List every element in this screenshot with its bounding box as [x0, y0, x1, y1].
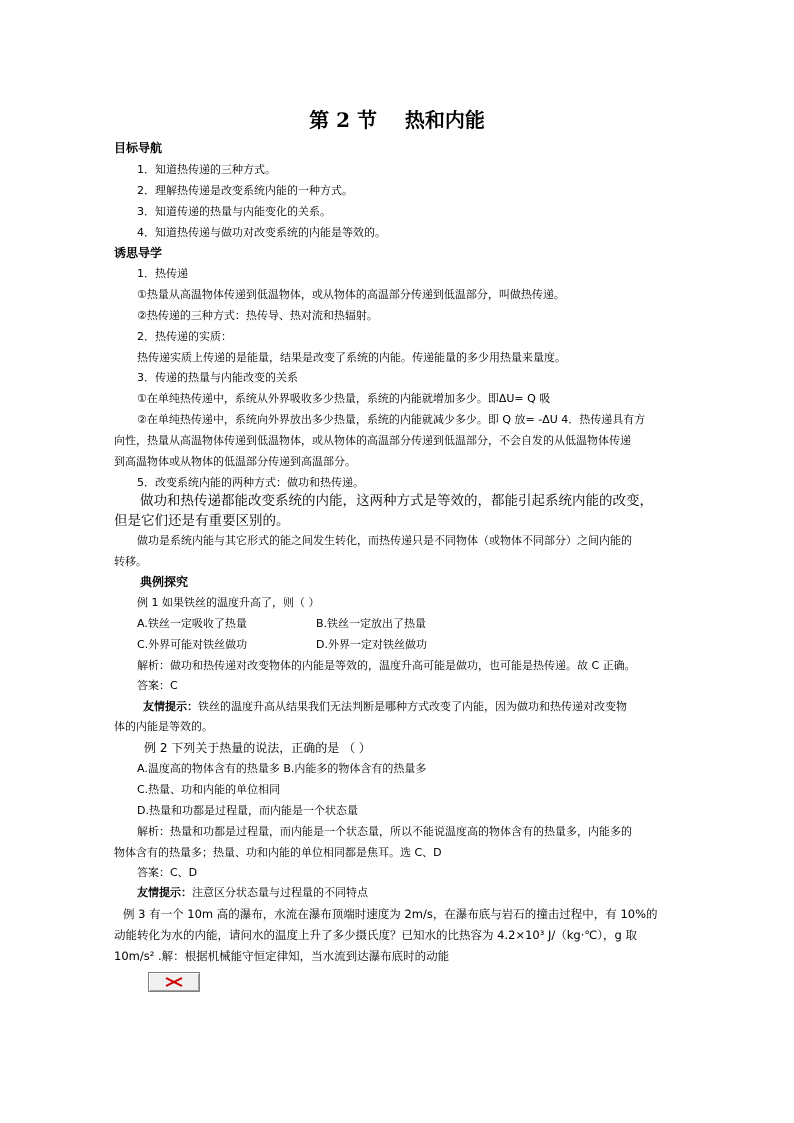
ex3-line: 例 3 有一个 10m 高的瀑布，水流在瀑布顶端时速度为 2m/s，在瀑布底与岩石的撞击过程中，有 10%的: [123, 907, 658, 921]
ex1-question: 例 1 如果铁丝的温度升高了，则（ ）: [137, 596, 320, 609]
ex1-tip-cont: 体的内能是等效的。: [114, 720, 213, 733]
guide-line: 1．热传递: [137, 267, 188, 280]
guide-line: 5．改变系统内能的两种方式：做功和热传递。: [137, 476, 364, 489]
ex2-tip-label: 友情提示：: [137, 886, 192, 899]
broken-image-placeholder: [148, 972, 200, 992]
guide-line: 向性，热量从高温物体传递到低温物体，或从物体的高温部分传递到低温部分，不会自发的从低温物体传递: [114, 434, 631, 447]
ex1-option-c: C.外界可能对铁丝做功: [137, 638, 248, 651]
guide-line: 3．传递的热量与内能改变的关系: [137, 371, 298, 384]
ex2-option-c: C.热量、功和内能的单位相同: [137, 783, 281, 796]
ex1-tip-text: 铁丝的温度升高从结果我们无法判断是哪种方式改变了内能，因为做功和热传递对改变物: [198, 700, 627, 713]
guide-line: 热传递实质上传递的是能量，结果是改变了系统的内能。传递能量的多少用热量来量度。: [137, 351, 566, 364]
ex1-option-a: A.铁丝一定吸收了热量: [137, 617, 247, 630]
ex2-question: 例 2 下列关于热量的说法，正确的是 （ ）: [144, 741, 371, 755]
page-title: 第 2 节 热和内能: [309, 108, 485, 132]
ex1-tip-label: 友情提示：: [143, 700, 198, 713]
ex2-tip-text: 注意区分状态量与过程量的不同特点: [192, 886, 368, 899]
guide-line: 转移。: [114, 555, 147, 568]
ex3-line: 10m/s² .解：根据机械能守恒定律知，当水流到达瀑布底时的动能: [114, 949, 450, 963]
guide-line: 但是它们还是有重要区别的。: [114, 513, 290, 529]
guide-line: 到高温物体或从物体的低温部分传递到高温部分。: [114, 455, 356, 468]
ex1-option-d: D.外界一定对铁丝做功: [316, 638, 427, 651]
guide-line: ②热传递的三种方式：热传导、热对流和热辐射。: [137, 309, 378, 322]
guide-line: ②在单纯热传递中，系统向外界放出多少热量，系统的内能就减少多少。即 Q 放= -ΔU 4．热传递具有方: [137, 413, 646, 426]
goal-item: 3．知道传递的热量与内能变化的关系。: [137, 205, 331, 218]
guide-line: 做功是系统内能与其它形式的能之间发生转化，而热传递只是不同物体（或物体不同部分）之间内能的: [137, 534, 632, 547]
examples-heading: 典例探究: [140, 575, 189, 589]
ex1-answer: 答案：C: [137, 679, 178, 692]
ex3-line: 动能转化为水的内能，请问水的温度上升了多少摄氏度？已知水的比热容为 4.2×10³ J/（kg·℃），g 取: [114, 928, 637, 942]
ex2-option-d: D.热量和功都是过程量，而内能是一个状态量: [137, 804, 358, 817]
ex1-tip: [143, 699, 627, 715]
goal-item: 1．知道热传递的三种方式。: [137, 163, 276, 176]
ex2-option-ab: A.温度高的物体含有的热量多 B.内能多的物体含有的热量多: [137, 762, 427, 775]
ex2-analysis-cont: 物体含有的热量多；热量、功和内能的单位相同都是焦耳。选 C、D: [114, 846, 442, 859]
broken-image-icon: [165, 977, 183, 987]
ex1-analysis: 解析：做功和热传递对改变物体的内能是等效的，温度升高可能是做功，也可能是热传递。故 C 正确。: [137, 659, 636, 672]
guide-line: ①热量从高温物体传递到低温物体，或从物体的高温部分传递到低温部分，叫做热传递。: [137, 288, 565, 301]
goal-item: 4．知道热传递与做功对改变系统的内能是等效的。: [137, 226, 386, 239]
guide-line: ①在单纯热传递中，系统从外界吸收多少热量，系统的内能就增加多少。即ΔU= Q 吸: [137, 392, 551, 405]
ex2-answer: 答案：C、D: [137, 866, 198, 879]
guide-heading: 诱思导学: [114, 246, 163, 260]
goals-heading: 目标导航: [114, 141, 163, 155]
guide-line: 2．热传递的实质：: [137, 330, 232, 343]
ex2-tip: [137, 885, 368, 901]
ex2-analysis: 解析：热量和功都是过程量，而内能是一个状态量，所以不能说温度高的物体含有的热量多，内能多的: [137, 825, 632, 838]
guide-line: 做功和热传递都能改变系统的内能，这两种方式是等效的，都能引起系统内能的改变，: [140, 493, 653, 509]
goal-item: 2．理解热传递是改变系统内能的一种方式。: [137, 184, 353, 197]
ex1-option-b: B.铁丝一定放出了热量: [316, 617, 427, 630]
